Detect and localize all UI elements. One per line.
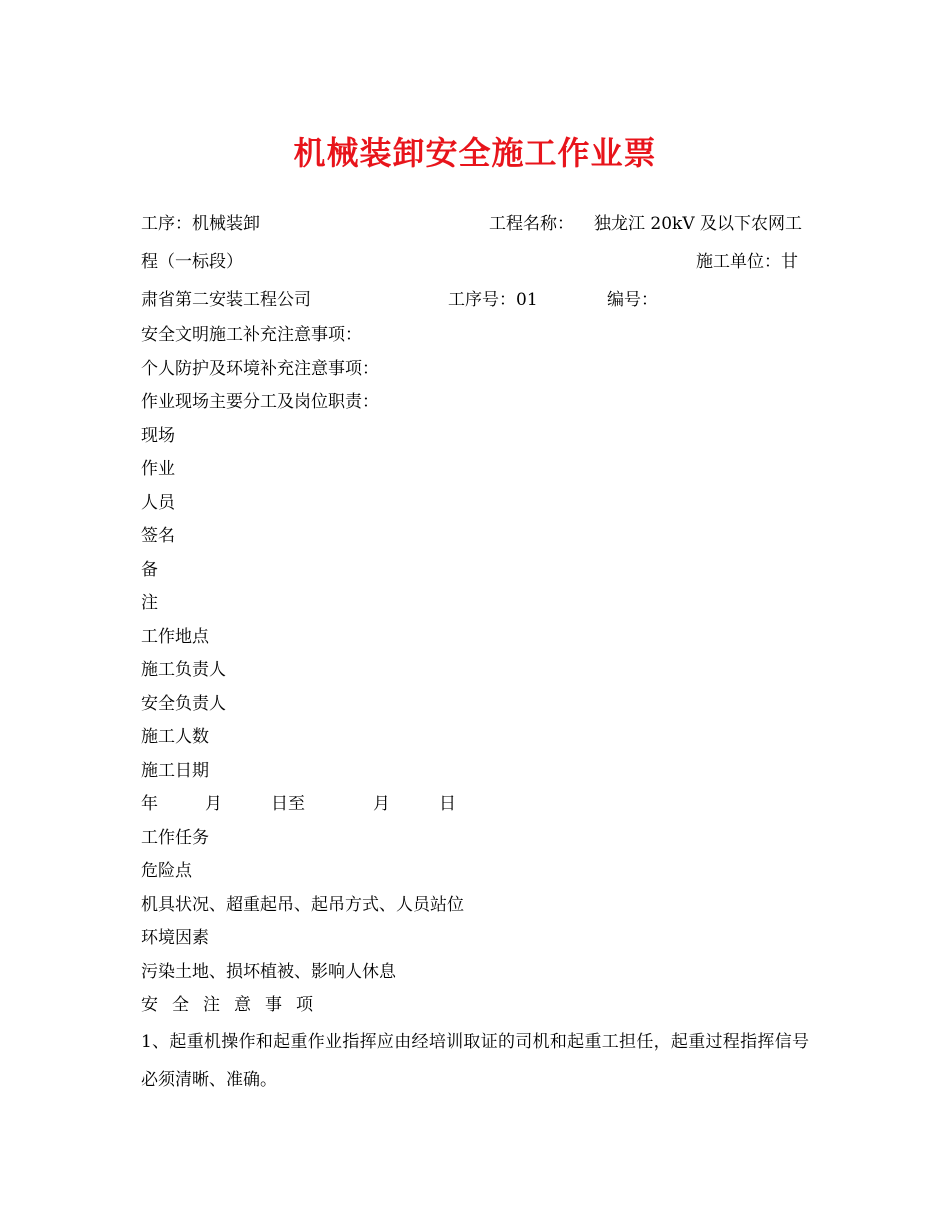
personal-notes-label: 个人防护及环境补充注意事项： (141, 358, 379, 379)
location-label: 工作地点 (141, 626, 209, 647)
danger-label: 危险点 (141, 861, 192, 881)
header-line-3 (141, 281, 809, 319)
remark-label-2: 注 (141, 593, 158, 613)
project-name-value: 独龙江 20kV 及以下农网工 (594, 214, 803, 234)
safety-heading (141, 989, 809, 1023)
staff-sign-label-2: 作业 (141, 459, 175, 479)
safety-heading-char: 安 (141, 995, 158, 1015)
safety-heading-char: 注 (203, 995, 220, 1015)
safety-heading-char: 事 (265, 995, 282, 1015)
environment-value: 污染土地、损坏植被、影响人休息 (141, 961, 396, 982)
safety-heading-char: 全 (172, 995, 189, 1015)
date-day-to: 日至 (271, 794, 305, 814)
project-name-value-cont: 程（一标段） (141, 252, 243, 272)
process-number: 工序号：01 (448, 290, 538, 310)
date-month: 月 (205, 794, 222, 814)
safety-leader-label: 安全负责人 (141, 693, 226, 714)
unit-label: 施工单位：甘 (696, 252, 798, 272)
date-label: 施工日期 (141, 760, 209, 781)
process-label: 工序：机械装卸 (141, 214, 260, 234)
staff-sign-label-3: 人员 (141, 492, 175, 513)
staff-sign-label-4: 签名 (141, 526, 175, 546)
header-line-1 (141, 205, 809, 243)
civil-notes-label: 安全文明施工补充注意事项： (141, 325, 362, 345)
date-day-2: 日 (439, 794, 456, 814)
safety-heading-char: 项 (296, 995, 313, 1015)
document-body (141, 205, 809, 1099)
leader-label: 施工负责人 (141, 660, 226, 680)
safety-heading-char: 意 (234, 995, 251, 1015)
task-label: 工作任务 (141, 827, 209, 848)
unit-value: 肃省第二安装工程公司 (141, 290, 311, 310)
headcount-label: 施工人数 (141, 727, 209, 747)
remark-label-1: 备 (141, 559, 158, 580)
date-month-2: 月 (373, 794, 390, 814)
serial-number-label: 编号： (607, 290, 658, 310)
duties-label: 作业现场主要分工及岗位职责： (141, 392, 379, 412)
danger-value: 机具状况、超重起吊、起吊方式、人员站位 (141, 894, 464, 915)
safety-item-1: 1、起重机操作和起重作业指挥应由经培训取证的司机和起重工担任，起重过程指挥信号必须清晰、准确。 (141, 1031, 809, 1090)
date-range-row (141, 788, 809, 822)
page-title: 机械装卸安全施工作业票 (293, 134, 657, 172)
date-year: 年 (141, 794, 158, 814)
header-line-2 (141, 243, 809, 281)
environment-label: 环境因素 (141, 928, 209, 948)
staff-sign-label-1: 现场 (141, 425, 175, 446)
project-name-label: 工程名称： (489, 214, 574, 234)
